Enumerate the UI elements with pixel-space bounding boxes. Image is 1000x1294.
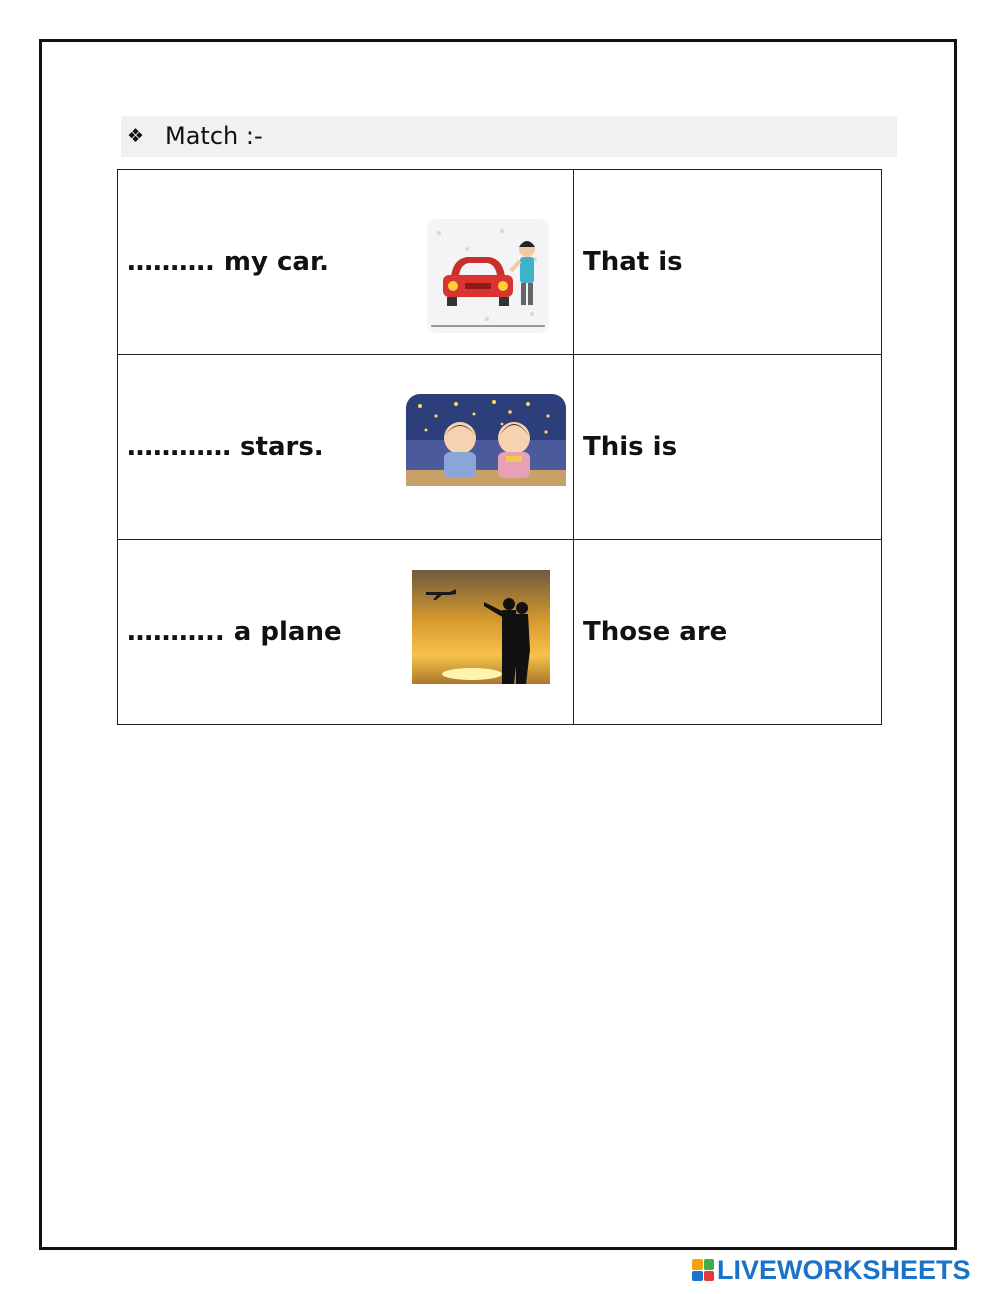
- prompt-text: ………. my car.: [127, 247, 329, 277]
- table-row: [118, 355, 882, 540]
- logo-text: LIVEWORKSHEETS: [717, 1254, 971, 1285]
- answer-cell: [574, 355, 882, 540]
- answer-text: This is: [583, 432, 678, 462]
- liveworksheets-mark-icon: [692, 1259, 714, 1281]
- liveworksheets-logo: [692, 1255, 971, 1285]
- prompt-text: ………… stars.: [127, 432, 324, 462]
- answer-text: Those are: [583, 617, 728, 647]
- answer-text: That is: [583, 247, 683, 277]
- match-table: [117, 169, 882, 725]
- diamond-bullet-icon: ❖: [127, 125, 145, 147]
- heading-title: Match :-: [165, 122, 263, 150]
- table-row: [118, 540, 882, 725]
- answer-cell: [574, 540, 882, 725]
- prompt-text: ……….. a plane: [127, 617, 342, 647]
- man-with-car-icon: [427, 219, 549, 333]
- prompt-cell: [118, 540, 574, 725]
- answer-cell: [574, 170, 882, 355]
- prompt-cell: [118, 355, 574, 540]
- children-under-stars-icon: [406, 394, 566, 486]
- prompt-cell: [118, 170, 574, 355]
- section-heading: [121, 116, 897, 157]
- table-row: [118, 170, 882, 355]
- silhouette-plane-icon: [412, 570, 550, 684]
